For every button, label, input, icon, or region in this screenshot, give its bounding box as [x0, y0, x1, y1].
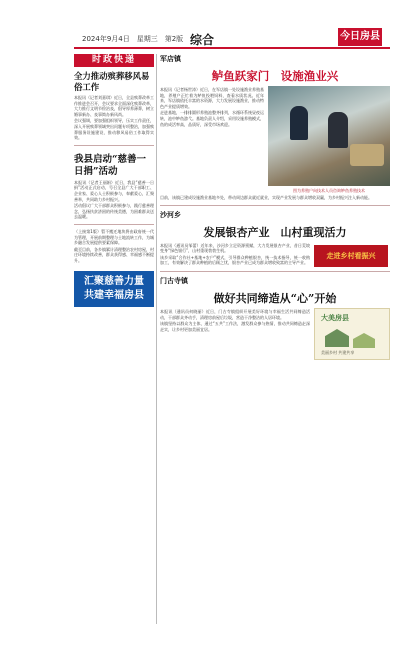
photo-caption: 图为养殖户向技术人员咨询鲈鱼养殖技术 — [293, 188, 365, 193]
article-headline-funeral[interactable]: 全力推动殡葬移风易俗工作 — [74, 71, 150, 92]
newspaper-logo: 今日房县 — [338, 28, 382, 46]
article-body: 走进基地，一排排圆形养殖池整齐排列，水循环系统昼夜运转，池中鲈鱼游弋。基地负责人介绍，采用设施养殖模式，鱼的成活率高，品质好，深受市场欢迎。 — [160, 110, 264, 127]
section-title: 综合 — [190, 33, 215, 47]
issue-date: 2024年9月4日 星期三 第2版 — [82, 35, 184, 43]
article-body: 本报讯（通讯员何晓丽）近日，门古寺镇组织开展美好环境与幸福生活共同缔造活动，干部群众齐动手，清理房前屋后垃圾，营造干净整洁的人居环境。 — [160, 308, 310, 320]
article-body: 本报讯（记者杨世涛）近日，在军店镇一处设施渔业养殖基地，养殖户正忙着为鲈鱼投喂饲料，查看水质状况。近年来，军店镇依托丰富的水资源，大力发展设施渔业，推动特色产业提质增效。 — [160, 87, 264, 109]
town-tag-jundian: 军店镇 — [160, 55, 181, 63]
town-tag-menggusi: 门古寺镇 — [160, 276, 188, 285]
article-body: 本报讯（记者王丽娟）近日，我县“慈善一日捐”活动正式启动，号召全县广大干部职工、企业家、爱心人士积极参与，奉献爱心，汇聚善举，共同助力乡村振兴。 — [74, 179, 154, 202]
town-tag-shahe: 沙河乡 — [160, 210, 181, 219]
article-continued: （上接第1版）暂不搬迁地块将由政府统一代为管理，开展前期整理与土地流转工作，为城乡融合发展提供要素保障。 — [74, 228, 154, 246]
header-rule — [74, 47, 390, 49]
article-body: 本报讯（通讯员邹蕾）近年来，沙河乡立足资源禀赋，大力发展银杏产业，昔日荒坡变身“绿色银行”，山村重现勃勃生机。 — [160, 242, 310, 254]
article-body: 该镇坚持以群众为主体，通过“五共”工作法，激发群众参与热情，推动共同缔造走深走实，让乡村更加美丽宜居。 — [160, 321, 310, 332]
illustration-subtitle: 美丽乡村 共建共享 — [321, 349, 355, 355]
column-divider — [156, 54, 157, 624]
right-column — [160, 50, 390, 625]
article-body: 活动倡议广大干部群众积极参与，践行慈善理念，弘扬扶贫济困的传统美德，为困难群众送去温暖。 — [74, 203, 154, 220]
article-continued: 截至目前，各乡镇累计清理整治农村房屋，村庄环境持续改善，群众获得感、幸福感不断提升。 — [74, 246, 154, 263]
article-headline-co-creation[interactable]: 做好共同缔造从“心”开始 — [213, 291, 337, 305]
left-column — [74, 50, 154, 625]
article-headline-charity[interactable]: 我县启动“慈善一日捐”活动 — [74, 153, 146, 177]
village-illustration — [314, 308, 390, 360]
divider — [160, 271, 390, 272]
divider — [74, 145, 154, 146]
rural-revitalization-banner: 走进乡村看振兴 — [314, 245, 388, 267]
article-body: 目前，该镇已建成设施渔业基地多处，带动周边群众就近就业，实现产业发展与群众增收双赢，为乡村振兴注入新动能。 — [160, 195, 372, 200]
charity-slogan — [74, 271, 154, 307]
article-body: 该乡采取“合作社+基地+农户”模式，引导群众种植银杏，统一技术指导，统一收购加工，有效解决了群众种植的后顾之忧，银杏产业已成为群众增收致富的主导产业。 — [160, 254, 310, 266]
page-header — [0, 0, 410, 52]
slogan-line-2: 共建幸福房县 — [84, 290, 144, 302]
slogan-line-1: 汇聚慈善力量 — [84, 276, 144, 288]
article-headline-perch[interactable]: 鲈鱼跃家门 设施渔业兴 — [211, 69, 339, 83]
article-headline-ginkgo[interactable]: 发展银杏产业 山村重现活力 — [203, 225, 347, 239]
divider — [74, 224, 154, 225]
politics-express-bar: 时政快递 — [74, 54, 154, 67]
divider — [160, 205, 390, 206]
article-body: 会议强调，要加强组织领导，压实工作责任，深入开展殡葬领域突出问题专项整治，加强殡葬服务设施建设，推动移风易俗工作取得实效。 — [74, 118, 154, 141]
article-body: 本报讯（记者刘嘉琪）近日，全县殡葬改革工作推进会召开，会议要求全面深化殡葬改革，大力推行文明节俭治丧，倡导厚养薄葬，树立婚事新办、丧事简办新风尚。 — [74, 95, 154, 117]
fish-farm-photo — [268, 86, 390, 186]
illustration-title: 大美房县 — [321, 313, 349, 322]
